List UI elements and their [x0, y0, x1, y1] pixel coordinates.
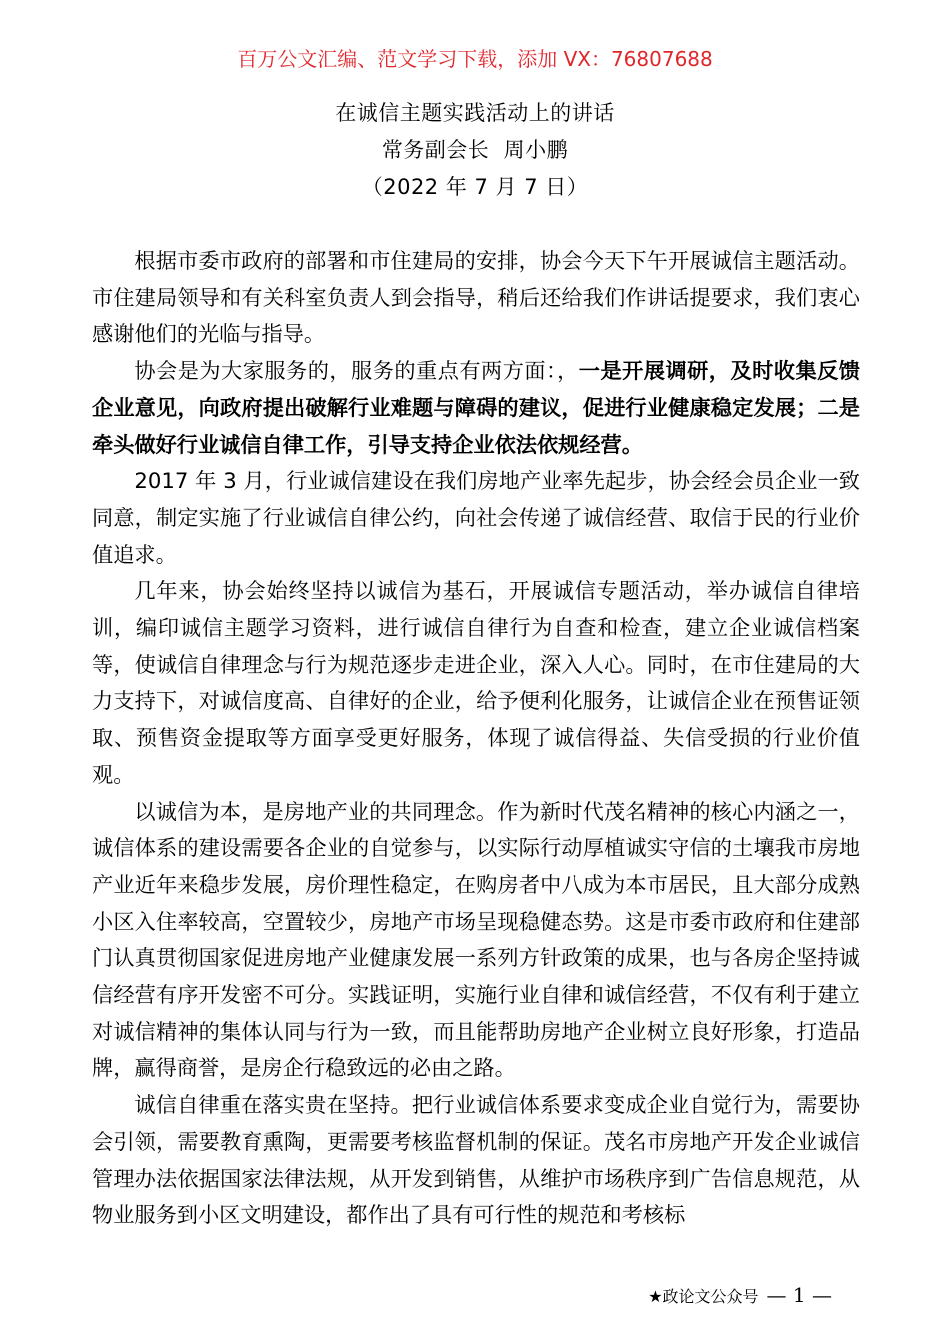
paragraph-2-bold-text: 一是开展调研，及时收集反馈企业意见，向政府提出破解行业难题与障碍的建议，促进行业健康稳定发展；二是牵头做好行业诚信自律工作，引导支持企业依法依规经营。 [92, 358, 860, 457]
paragraph-2-text: 协会是为大家服务的，服务的重点有两方面：， [134, 358, 579, 384]
paragraph-3 [92, 463, 860, 573]
paragraph-5 [92, 794, 860, 1088]
paragraph-4 [92, 573, 860, 793]
watermark-banner: 百万公文汇编、范文学习下载，添加 VX：76807688 [237, 47, 713, 71]
speech-date: （2022 年 7 月 7 日） [361, 175, 589, 199]
speech-title: 在诚信主题实践活动上的讲话 [335, 101, 615, 125]
paragraph-1 [92, 243, 860, 353]
paragraph-6-text: 诚信自律重在落实贵在坚持。把行业诚信体系要求变成企业自觉行为，需要协会引领，需要教育熏陶，更需要考核监督机制的保证。茂名市房地产开发企业诚信管理办法依据国家法律法规，从开发到销售，从维护市场秩序到广告信息规范，从物业服务到小区文明建设，都作出了具有可行性的规范和考核标 [92, 1092, 860, 1228]
paragraph-3-text: 2017 年 3 月，行业诚信建设在我们房地产业率先起步，协会经会员企业一致同意，制定实施了行业诚信自律公约，向社会传递了诚信经营、取信于民的行业价值追求。 [92, 468, 860, 567]
footer-source: ★政论文公众号 [648, 1287, 759, 1306]
paragraph-1-text: 根据市委市政府的部署和市住建局的安排，协会今天下午开展诚信主题活动。市住建局领导和有关科室负责人到会指导，稍后还给我们作讲话提要求，我们衷心感谢他们的光临与指导。 [92, 248, 860, 347]
paragraph-5-text: 以诚信为本，是房地产业的共同理念。作为新时代茂名精神的核心内涵之一，诚信体系的建设需要各企业的自觉参与，以实际行动厚植诚实守信的土壤我市房地产业近年来稳步发展，房价理性稳定，在购房者中八成为本市居民，且大部分成熟小区入住率较高，空置较少，房地产市场呈现稳健态势。这是市委市政府和住建部门认真贯彻国家促进房地产业健康发展一系列方针政策的成果，也与各房企坚持诚信经营有序开发密不可分。实践证明，实施行业自律和诚信经营，不仅有利于建立对诚信精神的集体认同与行为一致，而且能帮助房地产企业树立良好形象，打造品牌，赢得商誉，是房企行稳致远的必由之路。 [92, 798, 860, 1081]
page-number: — 1 — [766, 1283, 832, 1307]
paragraph-2 [92, 353, 860, 463]
paragraph-4-text: 几年来，协会始终坚持以诚信为基石，开展诚信专题活动，举办诚信自律培训，编印诚信主题学习资料，进行诚信自律行为自查和检查，建立企业诚信档案等，使诚信自律理念与行为规范逐步走进企业，深入人心。同时，在市住建局的大力支持下，对诚信度高、自律好的企业，给予便利化服务，让诚信企业在预售证领取、预售资金提取等方面享受更好服务，体现了诚信得益、失信受损的行业价值观。 [92, 578, 860, 787]
paragraph-6 [92, 1087, 860, 1234]
page-footer [648, 1282, 832, 1310]
document-body [92, 243, 860, 1234]
speaker-line: 常务副会长 周小鹏 [381, 138, 569, 162]
